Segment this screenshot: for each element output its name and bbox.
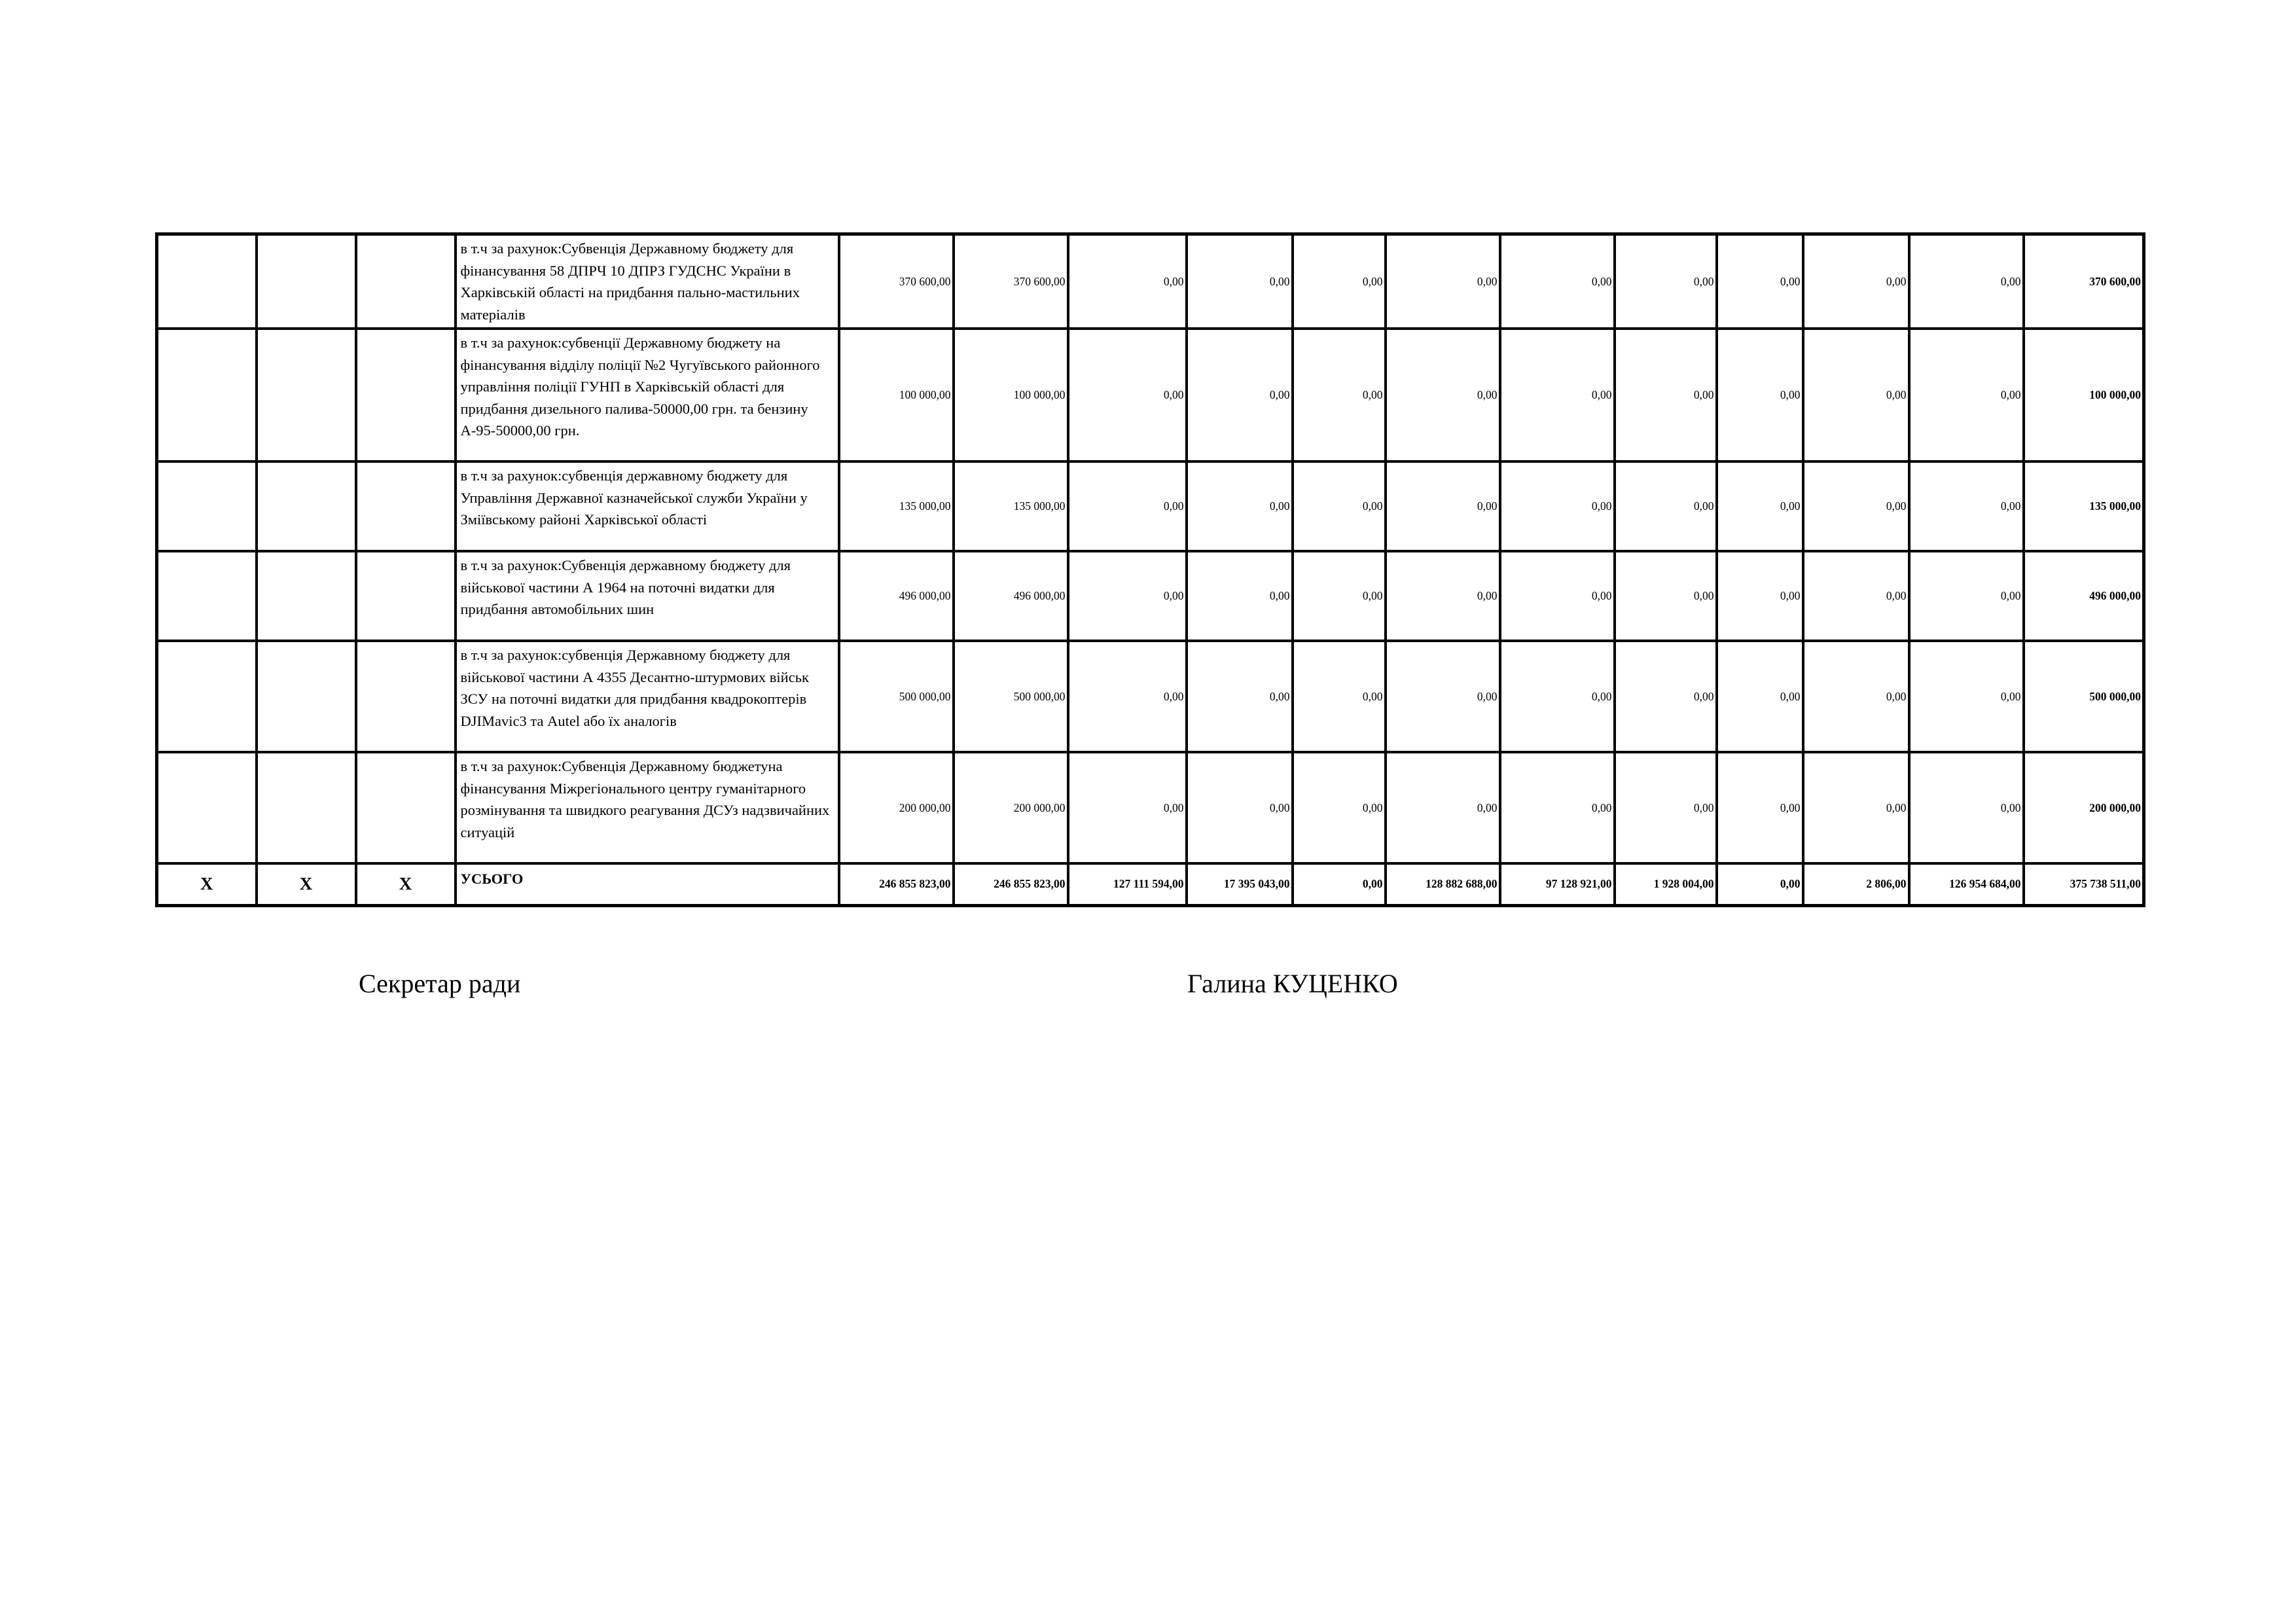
amount-cell: 0,00	[1187, 752, 1293, 863]
amount-cell: 128 882 688,00	[1386, 863, 1500, 905]
code-cell-3	[356, 551, 456, 641]
amount-cell: 0,00	[1068, 752, 1187, 863]
amount-cell: 0,00	[1500, 752, 1615, 863]
amount-cell: 135 000,00	[839, 461, 954, 551]
amount-cell: 496 000,00	[954, 551, 1068, 641]
table-row	[157, 234, 2144, 329]
amount-cell: 0,00	[1293, 551, 1386, 641]
amount-cell: 1 928 004,00	[1615, 863, 1717, 905]
amount-cell: 0,00	[1187, 461, 1293, 551]
amount-cell: 0,00	[1187, 234, 1293, 329]
amount-cell: 0,00	[1909, 329, 2024, 461]
amount-cell: 0,00	[1500, 641, 1615, 752]
amount-cell: 0,00	[1909, 234, 2024, 329]
code-cell-1: Х	[157, 863, 257, 905]
description-cell: в т.ч за рахунок:субвенції Державному бюджету на фінансування відділу поліції №2 Чугуївського районного управління поліції ГУНП в Харківській області для придбання дизельного палива-50000,00 грн. та бензину А-95-50000,00 грн.	[456, 329, 839, 461]
amount-cell: 2 806,00	[1803, 863, 1909, 905]
total-row	[157, 863, 2144, 905]
amount-cell: 200 000,00	[839, 752, 954, 863]
amount-cell: 0,00	[1293, 234, 1386, 329]
amount-cell: 0,00	[1068, 329, 1187, 461]
code-cell-1	[157, 329, 257, 461]
signatory-position: Секретар ради	[359, 969, 521, 998]
amount-cell: 500 000,00	[2024, 641, 2144, 752]
code-cell-3	[356, 234, 456, 329]
table-row	[157, 752, 2144, 863]
code-cell-1	[157, 234, 257, 329]
amount-cell: 127 111 594,00	[1068, 863, 1187, 905]
amount-cell: 496 000,00	[2024, 551, 2144, 641]
amount-cell: 0,00	[1717, 641, 1803, 752]
amount-cell: 370 600,00	[839, 234, 954, 329]
amount-cell: 0,00	[1068, 641, 1187, 752]
amount-cell: 0,00	[1909, 752, 2024, 863]
amount-cell: 0,00	[1803, 752, 1909, 863]
amount-cell: 0,00	[1909, 551, 2024, 641]
amount-cell: 200 000,00	[2024, 752, 2144, 863]
code-cell-3: Х	[356, 863, 456, 905]
amount-cell: 17 395 043,00	[1187, 863, 1293, 905]
amount-cell: 0,00	[1615, 234, 1717, 329]
amount-cell: 135 000,00	[954, 461, 1068, 551]
code-cell-3	[356, 329, 456, 461]
amount-cell: 0,00	[1293, 863, 1386, 905]
amount-cell: 0,00	[1068, 234, 1187, 329]
amount-cell: 0,00	[1500, 329, 1615, 461]
amount-cell: 0,00	[1386, 329, 1500, 461]
code-cell-3	[356, 461, 456, 551]
amount-cell: 0,00	[1615, 329, 1717, 461]
amount-cell: 0,00	[1500, 551, 1615, 641]
table-row	[157, 461, 2144, 551]
amount-cell: 200 000,00	[954, 752, 1068, 863]
amount-cell: 135 000,00	[2024, 461, 2144, 551]
amount-cell: 0,00	[1717, 863, 1803, 905]
amount-cell: 0,00	[1615, 641, 1717, 752]
amount-cell: 0,00	[1803, 329, 1909, 461]
amount-cell: 0,00	[1293, 329, 1386, 461]
amount-cell: 100 000,00	[954, 329, 1068, 461]
amount-cell: 0,00	[1909, 461, 2024, 551]
code-cell-1	[157, 752, 257, 863]
amount-cell: 496 000,00	[839, 551, 954, 641]
total-label: УСЬОГО	[456, 863, 839, 905]
amount-cell: 0,00	[1717, 234, 1803, 329]
code-cell-1	[157, 461, 257, 551]
amount-cell: 0,00	[1386, 752, 1500, 863]
amount-cell: 100 000,00	[839, 329, 954, 461]
code-cell-2	[257, 329, 356, 461]
code-cell-2	[257, 461, 356, 551]
amount-cell: 0,00	[1187, 641, 1293, 752]
amount-cell: 0,00	[1717, 461, 1803, 551]
description-cell: в т.ч за рахунок:Субвенція Державному бюджетуна фінансування Міжрегіонального центру гуманітарного розмінування та швидкого реагування ДСУз надзвичайних ситуацій	[456, 752, 839, 863]
amount-cell: 246 855 823,00	[839, 863, 954, 905]
amount-cell: 370 600,00	[2024, 234, 2144, 329]
code-cell-2	[257, 752, 356, 863]
code-cell-2	[257, 641, 356, 752]
amount-cell: 0,00	[1386, 551, 1500, 641]
amount-cell: 0,00	[1717, 329, 1803, 461]
amount-cell: 0,00	[1803, 461, 1909, 551]
amount-cell: 0,00	[1717, 551, 1803, 641]
amount-cell: 0,00	[1803, 551, 1909, 641]
amount-cell: 375 738 511,00	[2024, 863, 2144, 905]
signatory-name: Галина КУЦЕНКО	[1187, 969, 1398, 998]
amount-cell: 0,00	[1615, 752, 1717, 863]
amount-cell: 0,00	[1187, 551, 1293, 641]
amount-cell: 0,00	[1803, 641, 1909, 752]
code-cell-2	[257, 551, 356, 641]
amount-cell: 0,00	[1500, 234, 1615, 329]
description-cell: в т.ч за рахунок:субвенція Державному бюджету для військової частини А 4355 Десантно-штурмових військ ЗСУ на поточні видатки для придбання квадрокоптерів DJIMavic3 та Autel або їх аналогів	[456, 641, 839, 752]
amount-cell: 0,00	[1500, 461, 1615, 551]
description-cell: в т.ч за рахунок:Субвенція державному бюджету для військової частини А 1964 на поточні видатки для придбання автомобільних шин	[456, 551, 839, 641]
amount-cell: 0,00	[1187, 329, 1293, 461]
amount-cell: 370 600,00	[954, 234, 1068, 329]
amount-cell: 500 000,00	[839, 641, 954, 752]
table-row	[157, 329, 2144, 461]
amount-cell: 0,00	[1803, 234, 1909, 329]
amount-cell: 0,00	[1386, 461, 1500, 551]
amount-cell: 97 128 921,00	[1500, 863, 1615, 905]
amount-cell: 0,00	[1293, 641, 1386, 752]
budget-table	[155, 232, 2145, 907]
amount-cell: 246 855 823,00	[954, 863, 1068, 905]
amount-cell: 0,00	[1068, 461, 1187, 551]
amount-cell: 0,00	[1068, 551, 1187, 641]
code-cell-1	[157, 641, 257, 752]
amount-cell: 126 954 684,00	[1909, 863, 2024, 905]
amount-cell: 0,00	[1909, 641, 2024, 752]
amount-cell: 100 000,00	[2024, 329, 2144, 461]
amount-cell: 0,00	[1386, 234, 1500, 329]
amount-cell: 0,00	[1615, 551, 1717, 641]
description-cell: в т.ч за рахунок:Субвенція Державному бюджету для фінансування 58 ДПРЧ 10 ДПРЗ ГУДСНС України в Харківській області на придбання пально-мастильних матеріалів	[456, 234, 839, 329]
code-cell-2	[257, 234, 356, 329]
amount-cell: 0,00	[1386, 641, 1500, 752]
amount-cell: 500 000,00	[954, 641, 1068, 752]
amount-cell: 0,00	[1615, 461, 1717, 551]
amount-cell: 0,00	[1717, 752, 1803, 863]
table-body	[157, 234, 2144, 906]
description-cell: в т.ч за рахунок:субвенція державному бюджету для Управління Державної казначейської служби України у Зміївському районі Харківської області	[456, 461, 839, 551]
table-row	[157, 551, 2144, 641]
code-cell-1	[157, 551, 257, 641]
code-cell-2: Х	[257, 863, 356, 905]
amount-cell: 0,00	[1293, 752, 1386, 863]
amount-cell: 0,00	[1293, 461, 1386, 551]
code-cell-3	[356, 752, 456, 863]
table-row	[157, 641, 2144, 752]
code-cell-3	[356, 641, 456, 752]
